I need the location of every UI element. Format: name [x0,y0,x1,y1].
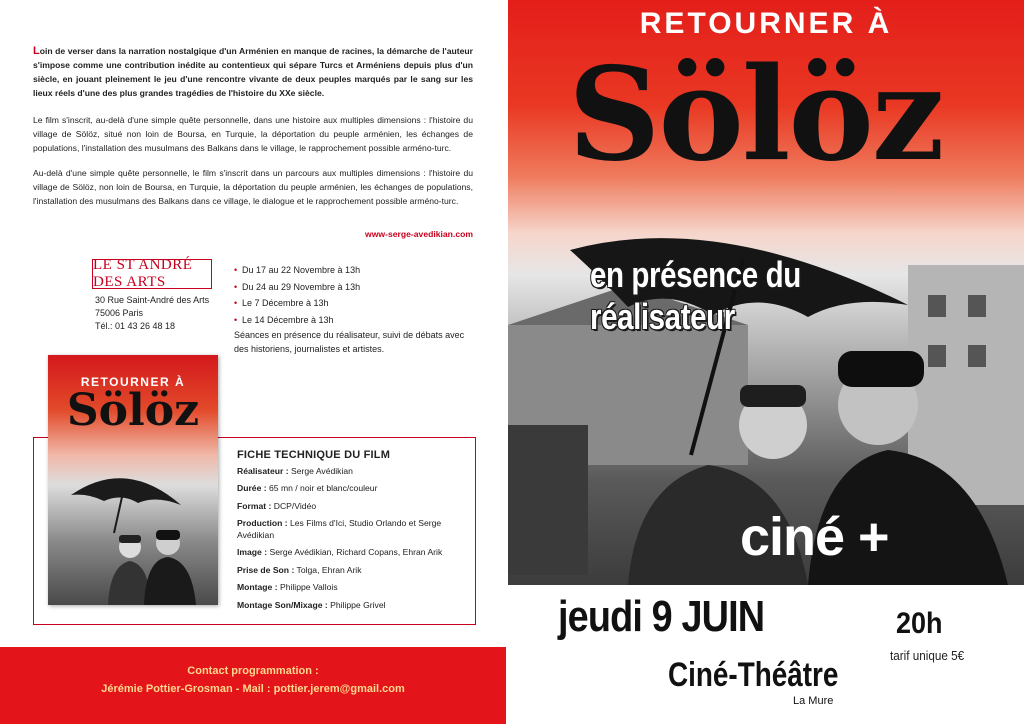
poster-retourner: RETOURNER À [639,7,893,40]
fiche-row [237,466,467,478]
fiche-label: Prise de Son : [237,564,295,575]
fiche-title: FICHE TECHNIQUE DU FILM [237,449,391,461]
date-item: • Le 7 Décembre à 13h [234,295,360,312]
fiche-value: Tolga, Ehran Arik [296,564,362,575]
description-paragraph-2: Au-delà d'une simple quête personnelle, le film s'inscrit dans un parcours aux multiples dimensions : l'histoire du village de Sölöz, non loin de Boursa, en Turquie, la déportation du peuple arménien, les échanges de populations, l'installation des musulmans des Balkans dans ce village, le dialogue et le rapprochement possible arméno-turc. [33,168,473,206]
fiche-row [237,501,467,513]
fiche-value: 65 mn / noir et blanc/couleur [269,483,378,494]
poster-town: La Mure [793,695,834,707]
fiche-label: Réalisateur : [237,466,289,476]
screening-dates [234,262,360,328]
fiche-label: Montage : [237,582,278,593]
poster-presence: en présence du réalisateur [590,254,801,337]
fiche-row [237,565,467,577]
address-line-1: 30 Rue Saint-André des Arts [95,295,210,305]
fiche-list [237,466,467,617]
fiche-label: Format : [237,500,272,511]
sessions-note: Séances en présence du réalisateur, suivi de débats avec des historiens, journalistes et artistes. [234,330,465,354]
description-paragraph-1: Le film s'inscrit, au-delà d'une simple quête personnelle, dans une histoire aux multiples dimensions : l'histoire du village de Sölöz, situé non loin de Boursa, en Turquie, la déportation du peuple arménien, les échanges de populations, l'installation des musulmans des Balkans dans le village, le rapprochement possible arméno-turc. [33,115,473,153]
poster-title: Sölöz [568,40,943,190]
contact-title: Contact programmation : [187,665,319,677]
mini-poster-image [48,355,218,605]
fiche-value: Philippe Vallois [279,582,338,593]
fiche-label: Production : [237,518,288,529]
venue-logo: LE ST ANDRÉ DES ARTS [92,259,212,289]
poster-venue: Ciné-Théâtre [668,656,839,694]
poster-date: jeudi 9 JUIN [558,592,765,641]
people-silhouette-icon [88,525,208,605]
poster-cine-plus: ciné + [740,507,889,567]
fiche-row [237,547,467,559]
fiche-label: Image : [237,547,268,558]
fiche-value: DCP/Vidéo [273,500,317,511]
mini-poster-retourner: RETOURNER À [80,375,186,389]
website-link[interactable]: www-serge-avedikian.com [365,229,473,239]
fiche-value: Serge Avédikian, Richard Copans, Ehran Arik [269,547,443,558]
intro-paragraph [33,44,473,100]
contact-band [0,647,506,724]
fiche-row [237,582,467,594]
fiche-label: Durée : [237,483,267,494]
fiche-value: Serge Avédikian [290,466,353,476]
fiche-row [237,483,467,495]
right-poster [508,0,1024,724]
date-item: • Du 17 au 22 Novembre à 13h [234,262,360,279]
intro-paragraph-text: oin de verser dans la narration nostalgique d'un Arménien en manque de racines, la démarche de l'auteur s'impose comme une contribution inédite au contentieux qui sépare Turcs et Arméniens depuis plus d'un siècle, en jouant pleinement le jeu d'une rencontre vivante de deux peuples marqués par le sang sur les lieux réels d'une des plus grandes tragédies de l'histoire du XXe siècle. [33,46,473,98]
poster-time: 20h [896,607,943,640]
fiche-row [237,518,467,542]
contact-line[interactable]: Jérémie Pottier-Grosman - Mail : pottier.jerem@gmail.com [101,683,405,695]
fiche-row [237,600,467,612]
date-item: • Du 24 au 29 Novembre à 13h [234,279,360,296]
fiche-label: Montage Son/Mixage : [237,599,328,610]
date-item: • Le 14 Décembre à 13h [234,312,360,329]
dropcap: L [33,45,40,57]
fiche-value: Les Films d'Ici, Studio Orlando et Serge Avédikian [237,518,442,540]
mini-poster-title: Sölöz [66,385,200,436]
venue-phone: Tél.: 01 43 26 48 18 [95,321,176,331]
venue-address [95,294,209,333]
poster-tarif: tarif unique 5€ [890,648,965,663]
fiche-value: Philippe Grivel [330,599,386,610]
left-panel [0,0,506,724]
address-line-2: 75006 Paris [95,308,144,318]
